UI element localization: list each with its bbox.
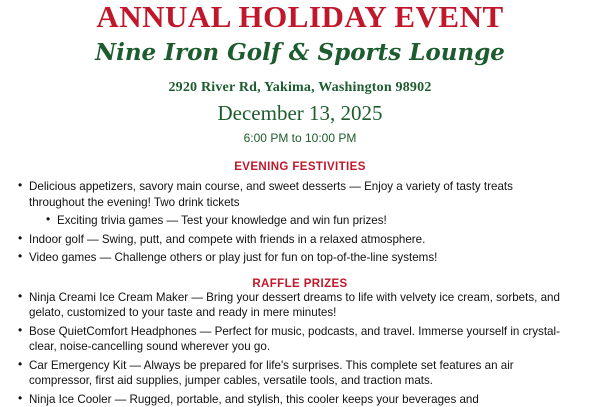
list-item: • Ninja Creami Ice Cream Maker — Bring your dessert dreams to life with velvety ice cream, sorbets, and gelato, customized to your taste and ready in mere minutes!	[18, 290, 562, 321]
list-item: • Video games — Challenge others or play just for fun on top-of-the-line systems!	[18, 250, 518, 266]
list-item: • Ninja Ice Cooler — Rugged, portable, and stylish, this cooler keeps your beverages and	[18, 392, 562, 407]
list-item: • Bose QuietComfort Headphones — Perfect for music, podcasts, and travel. Immerse yourself in crystal-clear, noise-cancelling sound wherever you go.	[18, 324, 562, 355]
list-item: • Delicious appetizers, savory main course, and sweet desserts — Enjoy a variety of tasty treats throughout the evening! Two drink tickets	[18, 179, 518, 210]
section-heading-festivities: EVENING FESTIVITIES	[18, 161, 582, 173]
page-title: ANNUAL HOLIDAY EVENT	[18, 0, 582, 34]
list-item: • Indoor golf — Swing, putt, and compete with friends in a relaxed atmosphere.	[18, 232, 518, 248]
venue-name: Nine Iron Golf & Sports Lounge	[18, 38, 582, 68]
list-item: • Car Emergency Kit — Always be prepared for life's surprises. This complete set features an air compressor, first aid supplies, jumper cables, versatile tools, and traction mats.	[18, 358, 562, 389]
section-heading-raffle: RAFFLE PRIZES	[28, 278, 572, 290]
raffle-list	[18, 290, 562, 407]
list-item: • Exciting trivia games — Test your knowledge and win fun prizes!	[46, 213, 518, 229]
venue-address: 2920 River Rd, Yakima, Washington 98902	[18, 80, 582, 96]
event-time: 6:00 PM to 10:00 PM	[18, 131, 582, 145]
event-date: December 13, 2025	[18, 101, 582, 126]
festivities-list	[18, 179, 518, 266]
